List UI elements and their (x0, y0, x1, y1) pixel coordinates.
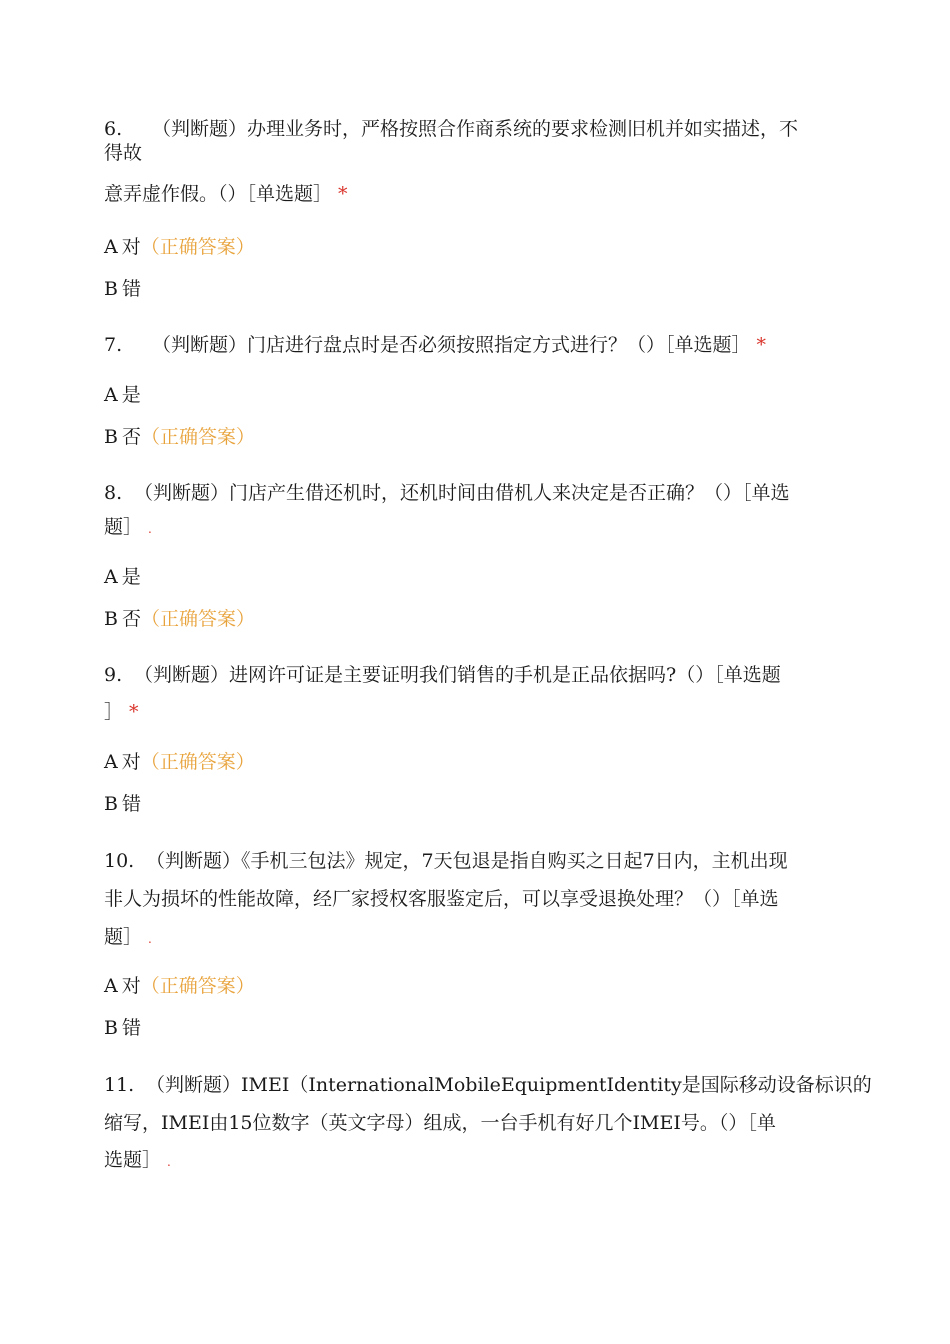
option-text: 错 (121, 1017, 141, 1039)
question-6-line-2 (104, 141, 850, 165)
option-letter: A (104, 384, 118, 406)
option-letter: B (104, 1017, 118, 1039)
question-6-option-b[interactable] (104, 277, 850, 301)
option-letter: B (104, 278, 118, 300)
option-text: 对 (121, 751, 141, 773)
question-text: （判断题）门店进行盘点时是否必须按照指定方式进行？（）［单选题］ (152, 334, 751, 356)
question-7-option-a[interactable] (104, 383, 850, 407)
question-10-line-1 (104, 849, 850, 873)
option-text: 否 (121, 426, 141, 448)
question-8-line-1 (104, 481, 850, 505)
option-letter: B (104, 793, 118, 815)
question-8-option-a[interactable] (104, 565, 850, 589)
question-text: （判断题）进网许可证是主要证明我们销售的手机是正品依据吗?（）［单选题 (134, 664, 781, 686)
question-text: 得故 (104, 142, 143, 164)
question-9-option-b[interactable] (104, 792, 850, 816)
option-letter: B (104, 426, 118, 448)
question-text: 选题］ (104, 1149, 162, 1171)
question-text: （判断题）门店产生借还机时，还机时间由借机人来决定是否正确？（）［单选 (134, 482, 790, 504)
correct-answer-label: （正确答案） (140, 751, 255, 773)
required-marker: . (167, 1155, 171, 1169)
option-letter: A (104, 975, 118, 997)
question-text: 题］ (104, 926, 143, 948)
question-text: 缩写，IMEI由15位数字（英文字母）组成，一台手机有好几个IMEI号。（）［单 (104, 1112, 776, 1134)
option-text: 错 (121, 793, 141, 815)
question-text: 意弄虚作假。（）［单选题］ (104, 183, 333, 205)
required-marker: * (338, 183, 348, 205)
question-7-option-b[interactable] (104, 425, 850, 449)
correct-answer-label: （正确答案） (140, 975, 255, 997)
question-number: 11. (104, 1074, 135, 1096)
option-text: 是 (121, 384, 141, 406)
question-9-line-2 (104, 700, 850, 724)
question-9-line-1 (104, 663, 850, 687)
question-number: 7. (104, 334, 123, 356)
required-marker: . (148, 522, 152, 536)
option-letter: B (104, 608, 118, 630)
required-marker: * (756, 334, 767, 356)
question-text: （判断题）《手机三包法》规定，7天包退是指自购买之日起7日内，主机出现 (146, 850, 788, 872)
question-text: （判断题）办理业务时，严格按照合作商系统的要求检测旧机并如实描述，不 (152, 118, 799, 140)
option-text: 错 (121, 278, 141, 300)
correct-answer-label: （正确答案） (140, 236, 255, 258)
question-9-option-a[interactable] (104, 750, 850, 774)
question-number: 9. (104, 664, 123, 686)
question-10-line-2 (104, 887, 850, 911)
option-letter: A (104, 751, 118, 773)
required-marker: * (129, 701, 139, 723)
option-text: 对 (121, 975, 141, 997)
correct-answer-label: （正确答案） (140, 608, 255, 630)
question-11-line-2 (104, 1111, 850, 1135)
question-10-option-b[interactable] (104, 1016, 850, 1040)
question-text: 题］ (104, 516, 143, 538)
question-8-option-b[interactable] (104, 607, 850, 631)
question-11-line-3 (104, 1148, 850, 1174)
question-6-line-3 (104, 182, 850, 206)
question-8-line-2 (104, 515, 850, 541)
question-10-line-3 (104, 925, 850, 951)
question-6-option-a[interactable] (104, 235, 850, 259)
option-letter: A (104, 566, 118, 588)
option-text: 是 (121, 566, 141, 588)
question-number: 8. (104, 482, 123, 504)
question-6-line-1 (104, 117, 850, 141)
required-marker: . (148, 932, 152, 946)
question-text: 非人为损坏的性能故障，经厂家授权客服鉴定后，可以享受退换处理？（）［单选 (104, 888, 779, 910)
option-text: 否 (121, 608, 141, 630)
option-letter: A (104, 236, 118, 258)
question-10-option-a[interactable] (104, 974, 850, 998)
option-text: 对 (121, 236, 141, 258)
question-11-line-1 (104, 1073, 872, 1097)
question-7-line-1 (104, 333, 850, 357)
correct-answer-label: （正确答案） (140, 426, 255, 448)
question-number: 10. (104, 850, 135, 872)
question-number: 6. (104, 118, 123, 140)
question-text: ］ (104, 701, 124, 723)
question-text: （判断题）IMEI（InternationalMobileEquipmentIdentity是国际移动设备标识的 (146, 1074, 872, 1096)
